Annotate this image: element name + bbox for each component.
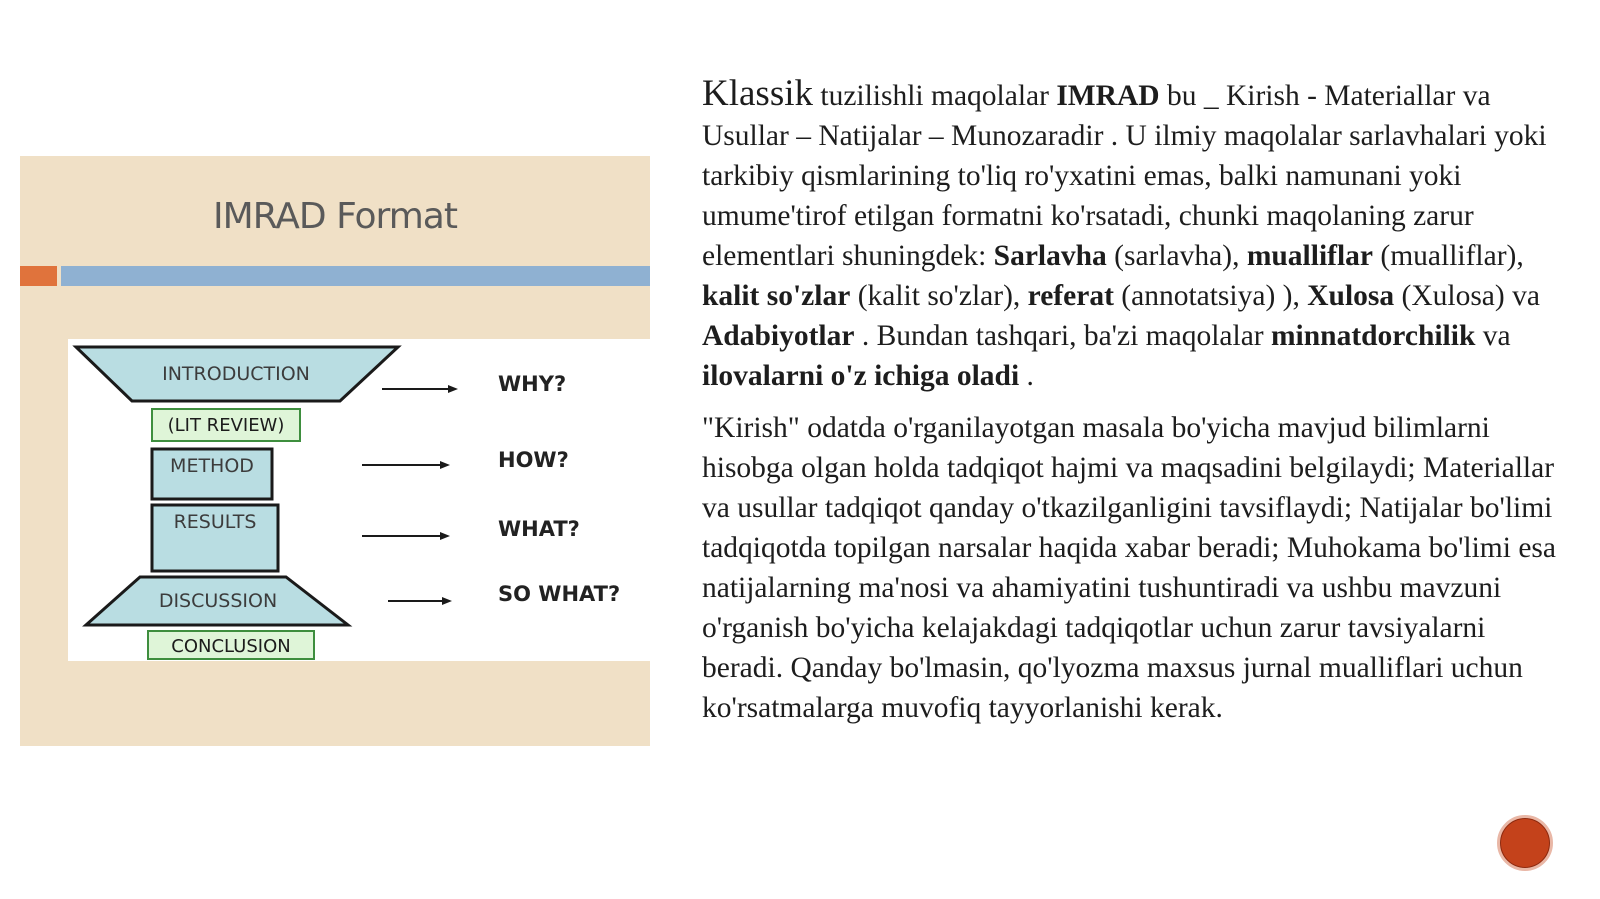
body-text bbox=[702, 74, 1562, 728]
conclusion-label: CONCLUSION bbox=[171, 636, 291, 657]
question-so-what: SO WHAT? bbox=[498, 582, 621, 606]
results-label: RESULTS bbox=[173, 511, 257, 533]
bold-term: ilovalarni o'z ichiga oladi bbox=[702, 360, 1020, 392]
question-what: WHAT? bbox=[498, 517, 580, 541]
bold-term: mualliflar bbox=[1246, 240, 1374, 272]
text-run: bu _ Kirish - Materiallar va Usullar – Natijalar – Munozaradir . U ilmiy maqolalar sarlavhalari yoki tarkibiy qismlarining to'liq ro'yxatini emas, balki namunani yoki umume'tirof etilgan formatni ko'rsatadi, chunki maqolaning zarur elementlari shuningdek: bbox=[702, 80, 1547, 272]
paragraph-sections-description: "Kirish" odatda o'rganilayotgan masala bo'yicha mavjud bilimlarni hisobga olgan holda tadqiqot hajmi va maqsadini belgilaydi; Materiallar va usullar tadqiqot qanday o'tkazilganligini tavsiflaydi; Natijalar bo'limi tadqiqotda topilgan narsalar haqida xabar beradi; Muhokama bo'limi esa natijalarning ma'nosi va ahamiyatini tushuntiradi va ushbu mavzuni o'rganish bo'yicha kelajakdagi tadqiqotlar uchun zarur tavsiyalarni beradi. Qanday bo'lmasin, qo'lyozma maxsus jurnal mualliflari uchun ko'rsatmalarga muvofiq tayyorlanishi kerak. bbox=[702, 412, 1556, 724]
next-slide-button[interactable] bbox=[1497, 815, 1553, 871]
lead-word: Klassik bbox=[702, 73, 813, 114]
imrad-slide-image bbox=[20, 156, 650, 746]
orange-accent-bar bbox=[20, 266, 57, 286]
slide-image-title: IMRAD Format bbox=[213, 196, 457, 237]
question-how: HOW? bbox=[498, 448, 569, 472]
text-run: (kalit so'zlar), bbox=[850, 280, 1028, 312]
lit-review-label: (LIT REVIEW) bbox=[167, 415, 285, 436]
bold-term: Adabiyotlar bbox=[702, 320, 855, 352]
paragraph-imrad-intro bbox=[702, 74, 1562, 396]
bold-term: referat bbox=[1027, 280, 1114, 312]
text-run: (mualliflar), bbox=[1373, 240, 1524, 272]
method-label: METHOD bbox=[170, 455, 254, 477]
bold-term: IMRAD bbox=[1056, 80, 1160, 112]
bold-term: minnatdorchilik bbox=[1270, 320, 1476, 352]
imrad-diagram-svg bbox=[68, 339, 650, 661]
blue-accent-bar bbox=[61, 266, 650, 286]
imrad-diagram bbox=[68, 339, 650, 661]
text-run: . bbox=[1019, 360, 1034, 392]
text-run: va bbox=[1475, 320, 1511, 352]
text-run: (annotatsiya) ), bbox=[1113, 280, 1308, 312]
text-run: (Xulosa) va bbox=[1394, 280, 1540, 312]
introduction-label: INTRODUCTION bbox=[162, 363, 310, 385]
bold-term: kalit so'zlar bbox=[702, 280, 851, 312]
text-run: tuzilishli maqolalar bbox=[813, 80, 1057, 112]
question-why: WHY? bbox=[498, 372, 567, 396]
discussion-label: DISCUSSION bbox=[158, 590, 278, 612]
bold-term: Sarlavha bbox=[993, 240, 1107, 272]
text-run: (sarlavha), bbox=[1106, 240, 1247, 272]
bold-term: Xulosa bbox=[1307, 280, 1395, 312]
text-run: . Bundan tashqari, ba'zi maqolalar bbox=[854, 320, 1271, 352]
